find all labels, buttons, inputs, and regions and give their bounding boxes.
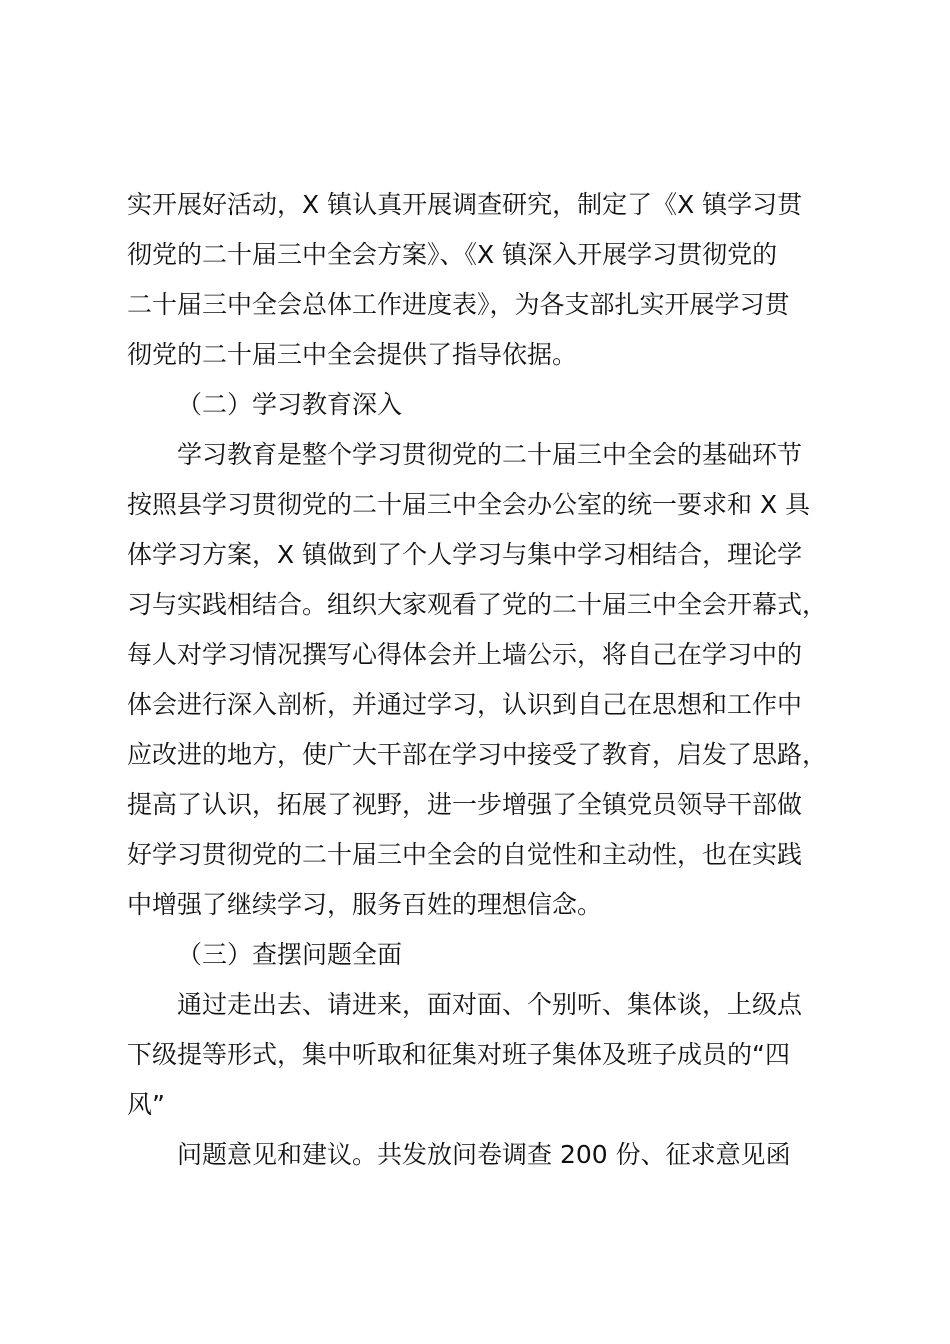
text-line: 实开展好活动，X 镇认真开展调查研究，制定了《X 镇学习贯: [127, 190, 803, 219]
text-line: 二十届三中全会总体工作进度表》，为各支部扎实开展学习贯: [127, 290, 790, 319]
section-heading: （三）查摆问题全面: [177, 940, 403, 969]
text-line: 问题意见和建议。共发放问卷调查 200 份、征求意见函: [177, 1140, 791, 1169]
body-text: [127, 180, 857, 1180]
text-line: 彻党的二十届三中全会方案》、《X 镇深入开展学习贯彻党的: [127, 240, 778, 269]
section-heading: （二）学习教育深入: [177, 390, 403, 419]
text-line: 通过走出去、请进来，面对面、个别听、集体谈，上级点: [177, 990, 803, 1019]
text-line: 应改进的地方，使广大干部在学习中接受了教育，启发了思路，: [127, 740, 828, 769]
text-line: 好学习贯彻党的二十届三中全会的自觉性和主动性，也在实践: [127, 840, 803, 869]
text-line: 彻党的二十届三中全会提供了指导依据。: [127, 340, 578, 369]
text-line: 体学习方案，X 镇做到了个人学习与集中学习相结合，理论学: [127, 540, 803, 569]
text-line: 按照县学习贯彻党的二十届三中全会办公室的统一要求和 X 具: [127, 490, 811, 519]
text-line: 中增强了继续学习，服务百姓的理想信念。: [127, 890, 603, 919]
text-line: 每人对学习情况撰写心得体会并上墙公示，将自己在学习中的: [127, 640, 803, 669]
text-line: 学习教育是整个学习贯彻党的二十届三中全会的基础环节: [177, 440, 803, 469]
text-line: 下级提等形式，集中听取和征集对班子集体及班子成员的“四: [127, 1040, 790, 1069]
text-line: 习与实践相结合。组织大家观看了党的二十届三中全会开幕式，: [127, 590, 828, 619]
text-line: 体会进行深入剖析，并通过学习，认识到自己在思想和工作中: [127, 690, 803, 719]
text-line: 风”: [127, 1090, 165, 1119]
text-line: 提高了认识，拓展了视野，进一步增强了全镇党员领导干部做: [127, 790, 803, 819]
